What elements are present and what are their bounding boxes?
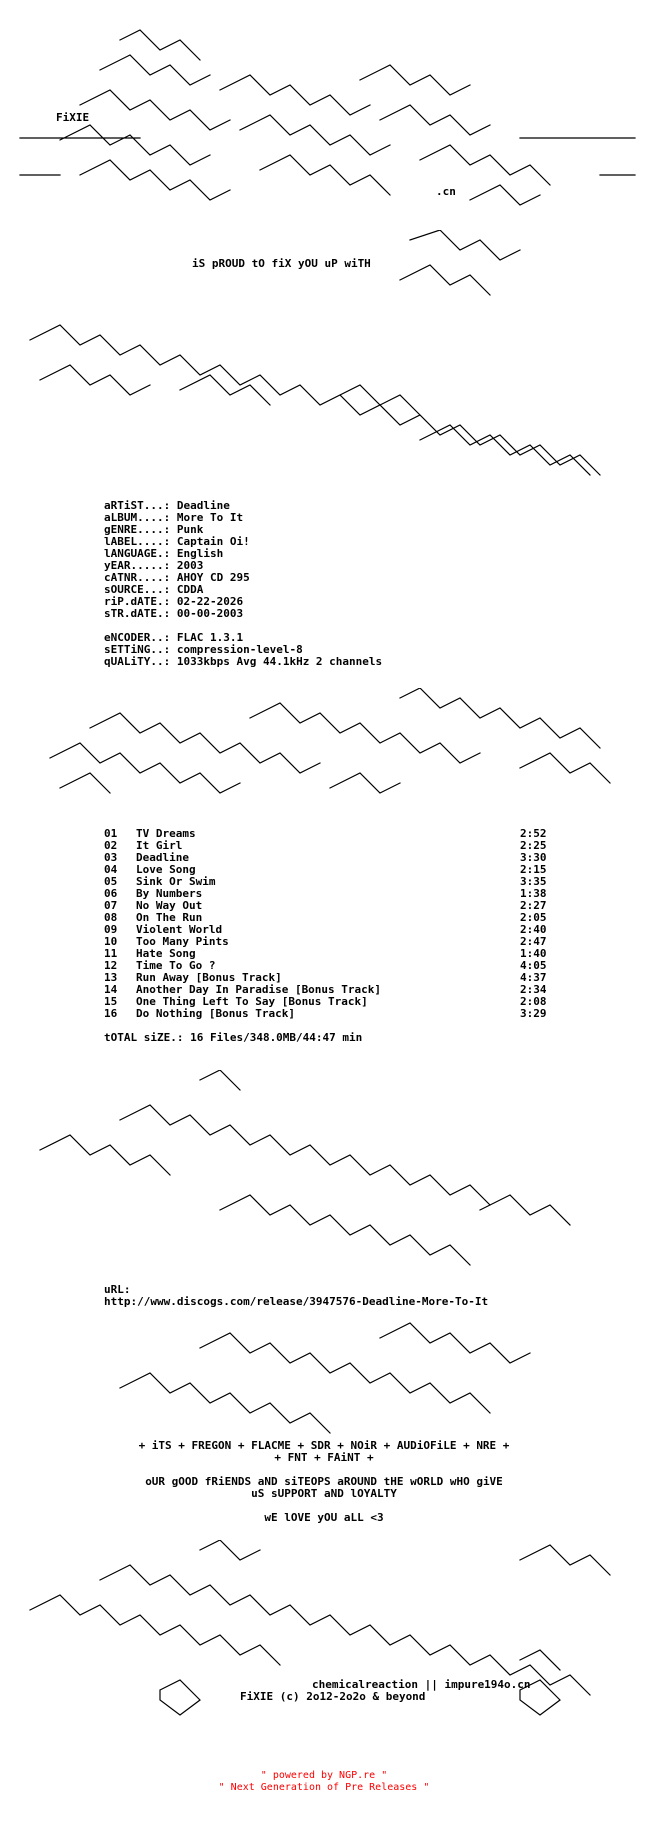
language-value: English — [176, 547, 224, 560]
track-number: 07 — [104, 899, 118, 912]
track-title: On The Run — [136, 911, 203, 924]
year-row — [0, 560, 648, 572]
track-row — [0, 912, 648, 924]
total-size: tOTAL siZE.: 16 Files/348.0MB/44:47 min — [104, 1031, 363, 1044]
track-time: 2:40 — [520, 923, 547, 936]
url-link[interactable]: http://www.discogs.com/release/3947576-Deadline-More-To-It — [104, 1295, 489, 1308]
artist-label: aRTiST...: — [104, 499, 171, 512]
ascii-links-art — [0, 1070, 648, 1270]
track-time: 2:05 — [520, 911, 547, 924]
album-value: More To It — [176, 511, 244, 524]
track-number: 04 — [104, 863, 118, 876]
catnr-row — [0, 572, 648, 584]
track-row — [0, 900, 648, 912]
setting-value: compression-level-8 — [176, 643, 303, 656]
track-time: 2:15 — [520, 863, 547, 876]
url-label: uRL: — [104, 1283, 131, 1296]
closing-sites: chemicalreaction || impure194o.cn — [312, 1678, 531, 1691]
track-title: Another Day In Paradise [Bonus Track] — [136, 983, 382, 996]
encoder-value: FLAC 1.3.1 — [176, 631, 244, 644]
source-value: CDDA — [176, 583, 204, 596]
track-time: 2:52 — [520, 827, 547, 840]
track-time: 2:27 — [520, 899, 547, 912]
ascii-logo-banner — [0, 20, 648, 230]
str-date-value: 00-00-2003 — [176, 607, 244, 620]
love-line: wE lOVE yOU aLL <3 — [264, 1511, 384, 1524]
str-date-row — [0, 608, 648, 620]
ascii-links-banner — [0, 1070, 648, 1270]
friends-line-2: + FNT + FAiNT + — [274, 1451, 374, 1464]
track-title: By Numbers — [136, 887, 203, 900]
label-label: lABEL....: — [104, 535, 171, 548]
track-row — [0, 840, 648, 852]
track-time: 1:38 — [520, 887, 547, 900]
quality-label: qUALiTY..: — [104, 655, 171, 668]
ascii-title-art — [0, 230, 648, 485]
track-title: Do Nothing [Bonus Track] — [136, 1007, 295, 1020]
genre-label: gENRE....: — [104, 523, 171, 536]
ascii-title-banner — [0, 230, 648, 485]
genre-value: Punk — [176, 523, 204, 536]
track-time: 4:37 — [520, 971, 547, 984]
label-value: Captain Oi! — [176, 535, 250, 548]
rip-date-label: riP.dATE.: — [104, 595, 171, 608]
track-number: 08 — [104, 911, 118, 924]
track-row — [0, 876, 648, 888]
artist-value: Deadline — [176, 499, 230, 512]
track-time: 4:05 — [520, 959, 547, 972]
track-number: 03 — [104, 851, 118, 864]
thanks-line-1: oUR gOOD fRiENDS aND siTEOPS aROUND tHE wORLD wHO giVE — [145, 1475, 503, 1488]
ascii-logo-art — [0, 20, 648, 230]
track-time: 3:29 — [520, 1007, 547, 1020]
track-time: 1:40 — [520, 947, 547, 960]
track-number: 12 — [104, 959, 118, 972]
track-title: Time To Go ? — [136, 959, 216, 972]
tagline: " Next Generation of Pre Releases " — [218, 1782, 430, 1793]
release-info — [0, 500, 648, 668]
track-row — [0, 888, 648, 900]
track-number: 02 — [104, 839, 118, 852]
links-section — [0, 1284, 648, 1308]
track-number: 06 — [104, 887, 118, 900]
ascii-closing-banner — [0, 1540, 648, 1720]
footer — [0, 1770, 648, 1794]
track-time: 3:30 — [520, 851, 547, 864]
track-number: 01 — [104, 827, 118, 840]
track-number: 11 — [104, 947, 118, 960]
intro-text: iS pROUD tO fiX yOU uP wiTH — [192, 257, 371, 270]
album-row — [0, 512, 648, 524]
track-title: Violent World — [136, 923, 223, 936]
track-time: 2:08 — [520, 995, 547, 1008]
catnr-label: cATNR....: — [104, 571, 171, 584]
album-label: aLBUM....: — [104, 511, 171, 524]
track-row — [0, 828, 648, 840]
track-title: One Thing Left To Say [Bonus Track] — [136, 995, 368, 1008]
track-number: 13 — [104, 971, 118, 984]
quality-value: 1033kbps Avg 44.1kHz 2 channels — [176, 655, 383, 668]
setting-label: sETTiNG..: — [104, 643, 171, 656]
friends-line-1: + iTS + FREGON + FLACME + SDR + NOiR + AUDiOFiLE + NRE + — [138, 1439, 510, 1452]
track-row — [0, 960, 648, 972]
track-row — [0, 852, 648, 864]
track-row — [0, 996, 648, 1008]
site-tag: .cn — [436, 185, 456, 198]
track-row — [0, 924, 648, 936]
track-number: 05 — [104, 875, 118, 888]
ascii-tracklist-banner — [0, 688, 648, 818]
track-rows — [0, 828, 648, 1020]
track-number: 09 — [104, 923, 118, 936]
source-row — [0, 584, 648, 596]
encoder-label: eNCODER..: — [104, 631, 171, 644]
track-title: Too Many Pints — [136, 935, 229, 948]
ascii-greets-art — [0, 1318, 648, 1438]
year-label: yEAR.....: — [104, 559, 171, 572]
encoder-row — [0, 632, 648, 644]
language-row — [0, 548, 648, 560]
track-row — [0, 936, 648, 948]
catnr-value: AHOY CD 295 — [176, 571, 250, 584]
track-number: 10 — [104, 935, 118, 948]
track-title: TV Dreams — [136, 827, 196, 840]
greets-section — [0, 1440, 648, 1524]
source-label: sOURCE...: — [104, 583, 171, 596]
tracklist — [0, 828, 648, 1044]
track-title: It Girl — [136, 839, 183, 852]
track-title: Sink Or Swim — [136, 875, 216, 888]
thanks-line-2: uS sUPPORT aND lOYALTY — [251, 1487, 397, 1500]
track-row — [0, 948, 648, 960]
track-number: 16 — [104, 1007, 118, 1020]
powered-by[interactable]: " powered by NGP.re " — [260, 1770, 388, 1781]
track-title: Hate Song — [136, 947, 196, 960]
track-number: 14 — [104, 983, 118, 996]
ascii-tracklist-art — [0, 688, 648, 818]
track-time: 2:34 — [520, 983, 547, 996]
track-title: Deadline — [136, 851, 189, 864]
artist-row — [0, 500, 648, 512]
track-number: 15 — [104, 995, 118, 1008]
track-time: 2:25 — [520, 839, 547, 852]
track-row — [0, 864, 648, 876]
track-time: 2:47 — [520, 935, 547, 948]
group-tag: FiXIE — [56, 111, 90, 124]
rip-date-value: 02-22-2026 — [176, 595, 244, 608]
track-row — [0, 1008, 648, 1020]
year-value: 2003 — [176, 559, 204, 572]
ascii-greets-banner — [0, 1318, 648, 1438]
label-row — [0, 536, 648, 548]
track-title: Love Song — [136, 863, 196, 876]
str-date-label: sTR.dATE.: — [104, 607, 171, 620]
track-time: 3:35 — [520, 875, 547, 888]
genre-row — [0, 524, 648, 536]
language-label: lANGUAGE.: — [104, 547, 171, 560]
quality-row — [0, 656, 648, 668]
closing-copyright: FiXIE (c) 2o12-2o2o & beyond — [240, 1690, 426, 1703]
rip-date-row — [0, 596, 648, 608]
track-title: No Way Out — [136, 899, 203, 912]
spacer — [0, 620, 648, 632]
track-title: Run Away [Bonus Track] — [136, 971, 282, 984]
